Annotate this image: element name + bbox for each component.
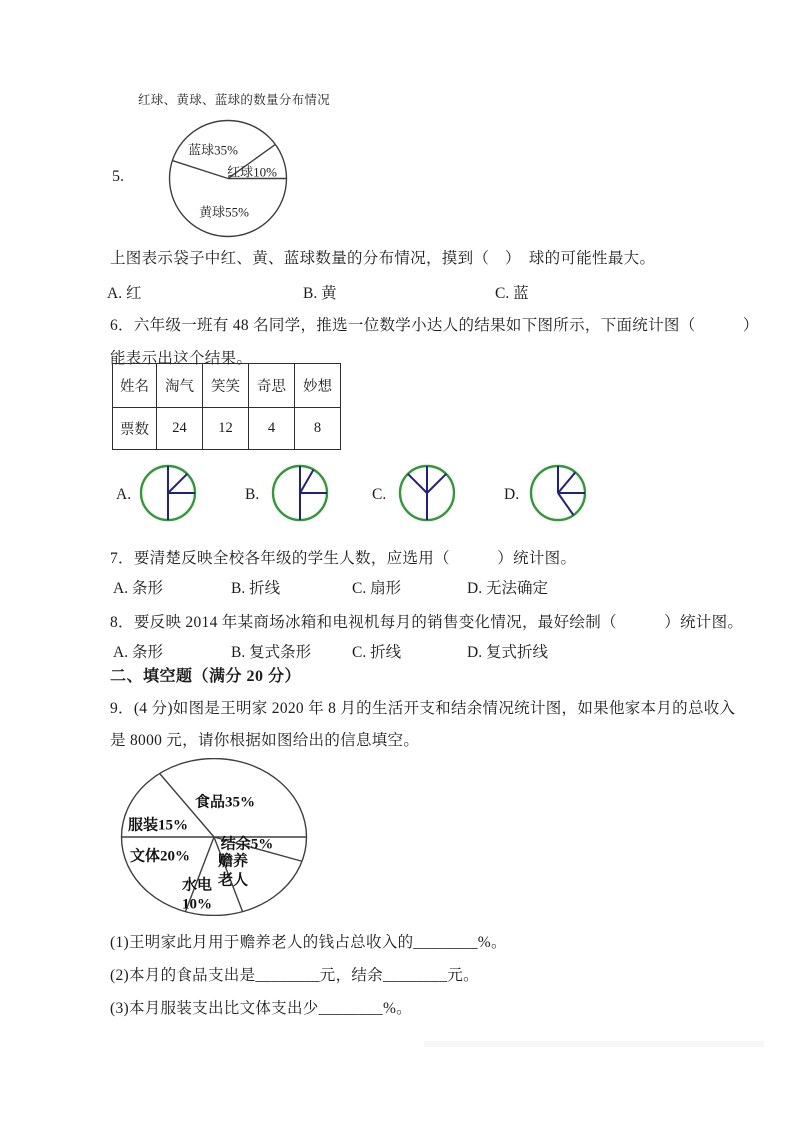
q9-stem-line2: 是 8000 元，请你根据如图给出的信息填空。	[110, 732, 420, 749]
table-cell: 8	[295, 408, 341, 450]
table-header-cell: 奇思	[249, 364, 295, 408]
q5-option-c: C. 蓝	[495, 285, 529, 302]
table-cell: 4	[249, 408, 295, 450]
table-header-cell: 淘气	[157, 364, 203, 408]
pie-svg	[139, 464, 197, 522]
q6-stem-line1: 6．六年级一班有 48 名同学，推选一位数学小达人的结果如下图所示，下面统计图（ ）	[110, 317, 759, 334]
pie-svg	[529, 464, 587, 522]
pie-slice-label: 赡养 老人	[217, 853, 249, 888]
q9-sub-question-2: (2)本月的食品支出是________元，结余________元。	[110, 967, 479, 984]
q8-stem: 8．要反映 2014 年某商场冰箱和电视机每月的销售变化情况，最好绘制（ ）统计图。	[110, 614, 744, 631]
pie-slice-label: 蓝球35%	[188, 142, 238, 157]
pie-slice-label: 水电 10%	[181, 877, 213, 912]
q7-option-d: D. 无法确定	[467, 580, 548, 597]
q6-option-d-label: D.	[504, 486, 520, 503]
pie-slice-label: 文体20%	[129, 848, 191, 865]
balls-chart-title: 红球、黄球、蓝球的数量分布情况	[138, 93, 331, 107]
section-2-heading: 二、填空题（满分 20 分）	[110, 668, 302, 685]
q9-stem-line1: 9．(4 分)如图是王明家 2020 年 8 月的生活开支和结余情况统计图，如果他家本月的总收入	[110, 700, 736, 717]
pie-slice-label: 红球10%	[227, 164, 277, 179]
pie-slice-label: 黄球55%	[199, 204, 249, 219]
table-header-cell: 笑笑	[203, 364, 249, 408]
q7-stem: 7．要清楚反映全校各年级的学生人数，应选用（ ）统计图。	[110, 550, 577, 567]
q8-option-c: C. 折线	[352, 644, 402, 661]
pie-slice-label: 服装15%	[127, 817, 189, 834]
pie-slice-label: 结余5%	[220, 836, 274, 853]
pie-slice-label: 食品35%	[194, 794, 256, 811]
q6-option-c-pie	[398, 464, 456, 522]
vote-table-value-row	[113, 408, 341, 450]
q6-option-c-label: C.	[372, 486, 387, 503]
page-bottom-shade	[424, 1041, 764, 1047]
q8-option-a: A. 条形	[113, 644, 163, 661]
q9-sub-question-1: (1)王明家此月用于赡养老人的钱占总收入的________%。	[110, 934, 507, 951]
q7-option-b: B. 折线	[231, 580, 281, 597]
q9-sub-question-3: (3)本月服装支出比文体支出少________%。	[110, 1000, 412, 1017]
q6-stem-line2: 能表示出这个结果。	[110, 350, 253, 367]
table-header-cell: 姓名	[113, 364, 157, 408]
q8-option-b: B. 复式条形	[231, 644, 312, 661]
q5-option-a: A. 红	[107, 285, 142, 302]
q6-option-b-label: B.	[245, 486, 260, 503]
q6-option-b-pie	[271, 464, 329, 522]
table-cell: 24	[157, 408, 203, 450]
q6-option-d-pie	[529, 464, 587, 522]
pie-svg	[271, 464, 329, 522]
pie-svg	[120, 758, 308, 916]
q7-option-c: C. 扇形	[352, 580, 402, 597]
q5-stem: 上图表示袋子中红、黄、蓝球数量的分布情况，摸到（ ） 球的可能性最大。	[110, 250, 656, 267]
pie-svg	[398, 464, 456, 522]
table-cell: 12	[203, 408, 249, 450]
vote-table-header-row	[113, 364, 341, 408]
vote-table	[112, 363, 341, 450]
q5-number: 5.	[112, 168, 124, 185]
q5-option-b: B. 黄	[303, 285, 337, 302]
q7-option-a: A. 条形	[113, 580, 163, 597]
table-cell: 票数	[113, 408, 157, 450]
balls-pie-chart	[168, 119, 288, 238]
expenses-pie-chart	[120, 758, 308, 916]
q8-option-d: D. 复式折线	[467, 644, 548, 661]
q6-option-a-pie	[139, 464, 197, 522]
table-header-cell: 妙想	[295, 364, 341, 408]
q6-option-a-label: A.	[116, 486, 132, 503]
